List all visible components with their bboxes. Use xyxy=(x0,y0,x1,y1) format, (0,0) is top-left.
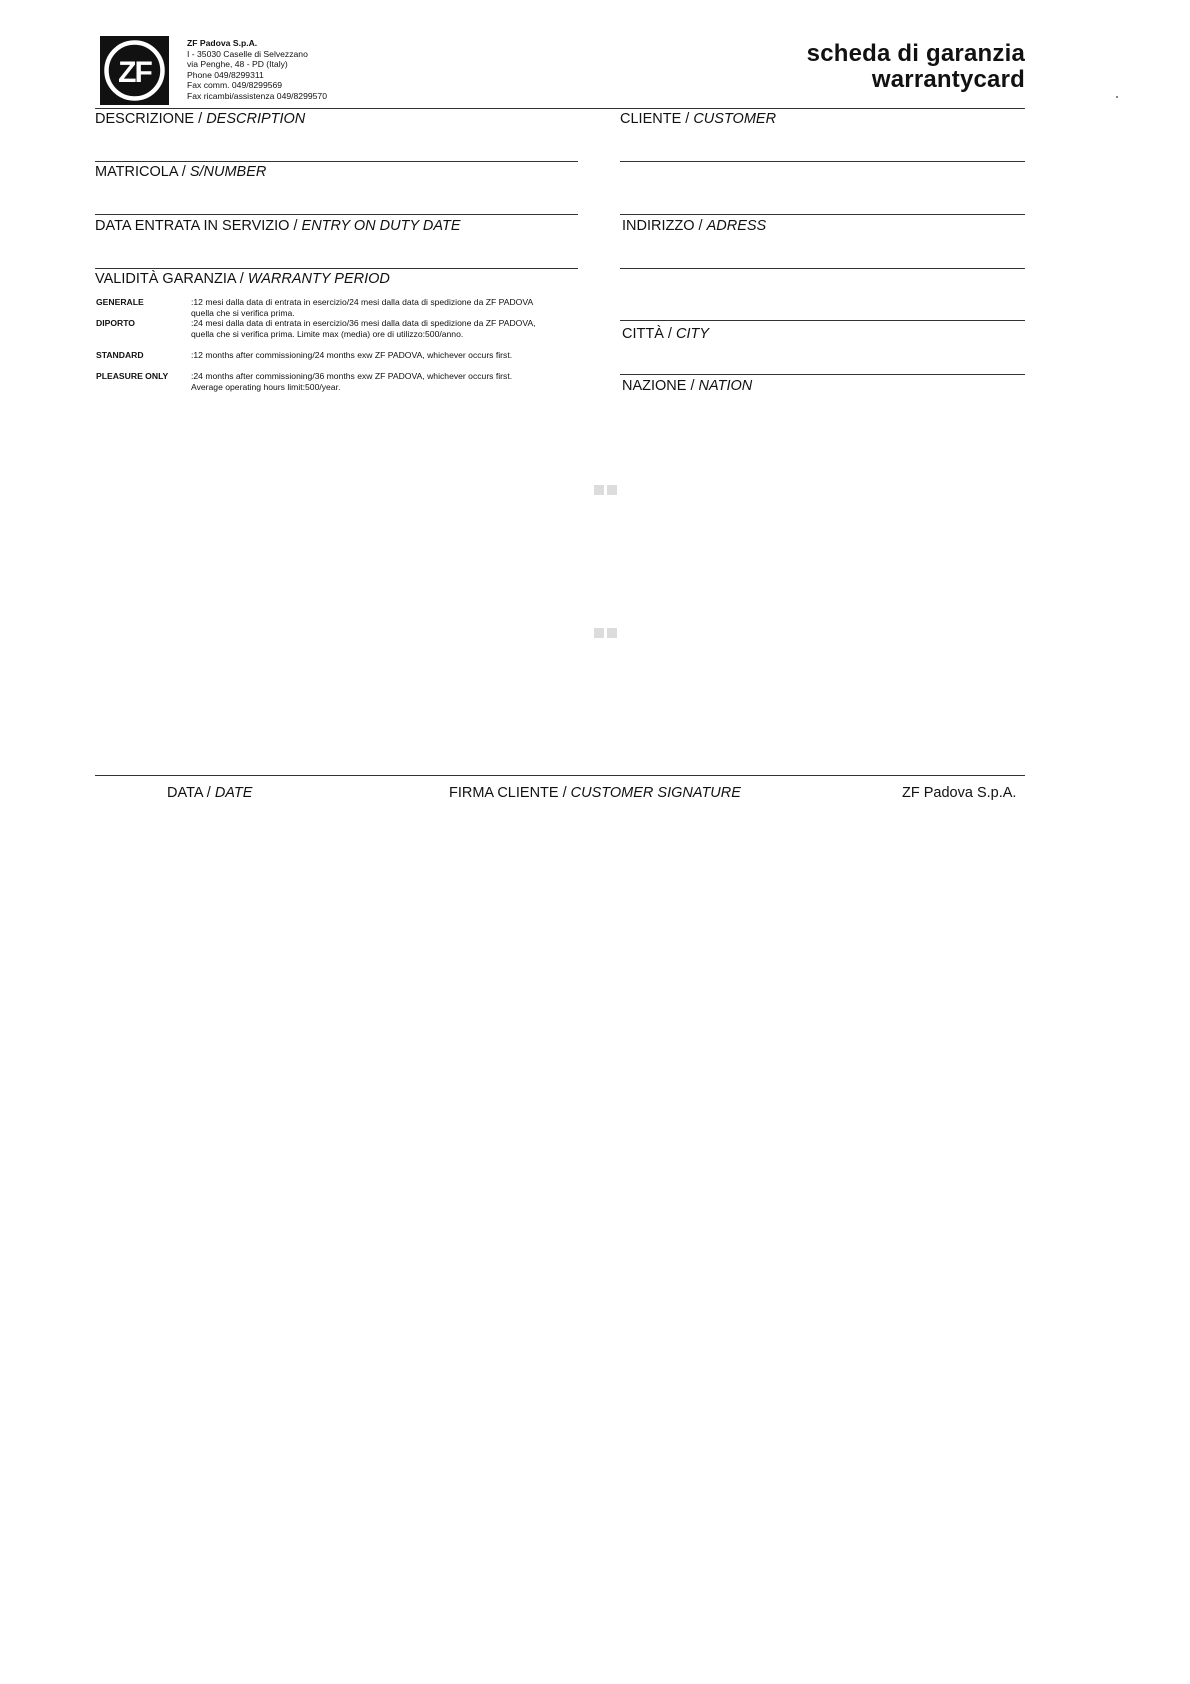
serial-line[interactable] xyxy=(95,214,578,215)
warranty-text-line: quella che si verifica prima. xyxy=(191,307,295,318)
warranty-text-standard xyxy=(191,350,512,361)
warranty-key-diporto: DIPORTO xyxy=(96,318,135,328)
company-phone: Phone 049/8299311 xyxy=(187,69,264,80)
entry-date-label-it: DATA ENTRATA IN SERVIZIO / xyxy=(95,218,302,234)
footer-company: ZF Padova S.p.A. xyxy=(902,785,1017,801)
entry-date-label-en: ENTRY ON DUTY DATE xyxy=(301,218,461,234)
warranty-label-it: VALIDITÀ GARANZIA / xyxy=(95,271,248,287)
warranty-text-generale xyxy=(191,297,533,318)
footer-rule xyxy=(95,775,1025,776)
fold-marker xyxy=(607,485,617,495)
zf-logo xyxy=(100,36,169,105)
customer-label-it: CLIENTE / xyxy=(620,111,694,127)
date-label xyxy=(167,785,252,801)
zf-logo-icon xyxy=(100,36,169,105)
warranty-text-line: quella che si verifica prima. Limite max (media) ore di utilizzo:500/anno. xyxy=(191,328,464,339)
city-line[interactable] xyxy=(620,374,1025,375)
company-fax-parts: Fax ricambi/assistenza 049/8299570 xyxy=(187,90,327,101)
warranty-text-line: :24 months after commissioning/36 months exw ZF PADOVA, whichever occurs first. xyxy=(191,371,513,381)
entry-date-label xyxy=(95,218,461,234)
warranty-text-line: :12 months after commissioning/24 months exw ZF PADOVA, whichever occurs first. xyxy=(191,350,513,360)
fold-marker xyxy=(594,628,604,638)
entry-date-line[interactable] xyxy=(95,268,578,269)
address-label-en: ADRESS xyxy=(706,218,767,234)
signature-label-en: CUSTOMER SIGNATURE xyxy=(570,785,741,801)
fold-marker xyxy=(594,485,604,495)
city-label xyxy=(622,326,709,342)
signature-label-it: FIRMA CLIENTE / xyxy=(449,785,571,801)
document-title xyxy=(807,41,1025,93)
warranty-key-pleasure: PLEASURE ONLY xyxy=(96,371,169,381)
warranty-text-line: Average operating hours limit:500/year. xyxy=(191,381,341,392)
warranty-label-en: WARRANTY PERIOD xyxy=(247,271,390,287)
address-line-2[interactable] xyxy=(620,320,1025,321)
nation-label xyxy=(622,378,752,394)
warranty-key-standard: STANDARD xyxy=(96,350,144,360)
warranty-text-diporto xyxy=(191,318,536,339)
fold-marker xyxy=(607,628,617,638)
city-label-en: CITY xyxy=(675,326,710,342)
customer-line[interactable] xyxy=(620,161,1025,162)
nation-label-it: NAZIONE / xyxy=(622,378,699,394)
nation-label-en: NATION xyxy=(698,378,753,394)
warranty-label xyxy=(95,271,390,287)
address-label-it: INDIRIZZO / xyxy=(622,218,707,234)
company-address xyxy=(187,38,327,102)
customer-label-en: CUSTOMER xyxy=(693,111,777,127)
description-label xyxy=(95,111,305,127)
address-label xyxy=(622,218,766,234)
zf-logo-text: ZF xyxy=(118,56,151,89)
date-label-en: DATE xyxy=(214,785,253,801)
description-line[interactable] xyxy=(95,161,578,162)
stray-dot xyxy=(1116,96,1118,98)
company-address-line: I - 35030 Caselle di Selvezzano xyxy=(187,48,308,59)
serial-label xyxy=(95,164,266,180)
signature-label xyxy=(449,785,741,801)
address-line[interactable] xyxy=(620,268,1025,269)
warranty-text-line: :24 mesi dalla data di entrata in esercizio/36 mesi dalla data di spedizione da ZF PADOVA, xyxy=(191,318,536,328)
title-italian: scheda di garanzia xyxy=(806,40,1025,67)
customer-line-2[interactable] xyxy=(620,214,1025,215)
description-label-en: DESCRIPTION xyxy=(206,111,306,127)
warranty-text-line: :12 mesi dalla data di entrata in esercizio/24 mesi dalla data di spedizione da ZF PADOVA xyxy=(191,297,534,307)
serial-label-it: MATRICOLA / xyxy=(95,164,190,180)
company-fax-comm: Fax comm. 049/8299569 xyxy=(187,80,283,91)
customer-label xyxy=(620,111,776,127)
company-name: ZF Padova S.p.A. xyxy=(187,38,258,48)
date-label-it: DATA / xyxy=(167,785,215,801)
title-english: warrantycard xyxy=(871,66,1025,93)
company-address-line: via Penghe, 48 - PD (Italy) xyxy=(187,59,288,70)
warranty-text-pleasure xyxy=(191,371,512,392)
city-label-it: CITTÀ / xyxy=(622,326,676,342)
description-label-it: DESCRIZIONE / xyxy=(95,111,207,127)
serial-label-en: S/NUMBER xyxy=(189,164,267,180)
warranty-key-generale: GENERALE xyxy=(96,297,144,307)
header-rule xyxy=(95,108,1025,109)
